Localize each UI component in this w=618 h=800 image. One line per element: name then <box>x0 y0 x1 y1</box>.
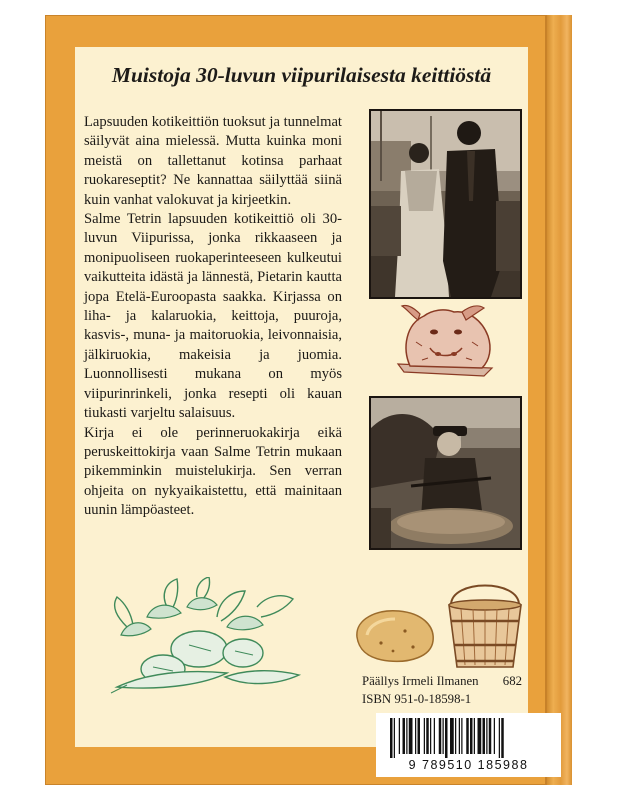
barcode <box>376 713 561 777</box>
blurb-paragraph-3: Kirja ei ole perinneruokakirja eikä peruskeittokirja vaan Salme Tetrin mukaan pikemminkin muistelukirja. Sen verran ohjeita on nykyaikaistettu, että mainitaan uunin lämpöasteet. <box>84 424 342 519</box>
barcode-bars <box>390 718 547 758</box>
boy-photo <box>369 396 522 550</box>
isbn-text: ISBN 951-0-18598-1 <box>362 692 472 706</box>
catalog-code: 682 <box>502 674 522 688</box>
book-back-cover <box>45 15 572 785</box>
potato-illustration <box>351 607 437 665</box>
cover-credits <box>362 672 522 708</box>
book-spine <box>545 15 572 785</box>
bucket-illustration <box>443 575 527 671</box>
blurb-text <box>84 113 342 521</box>
radishes-illustration <box>107 577 307 707</box>
calf-head-illustration <box>392 302 502 382</box>
cover-title: Muistoja 30-luvun viipurilaisesta keittiöstä <box>111 63 492 87</box>
barcode-number: 9 789510 185988 <box>408 758 529 772</box>
blurb-paragraph-2: Salme Tetrin lapsuuden kotikeittiö oli 30-luvun Viipurissa, jonka rikkaaseen ja monipuoliseen ruokaperinteeseen kulkeutui vaikutteita idästä ja lännestä, Pietarin kautta jopa Etelä-Euroopasta saakka. Kirjassa on liha- ja kalaruokia, keittoja, puuroja, kasvis-, muna- ja maitoruokia, leivonnaisia, jälkiruokia, makeisia ja juomia. Luonnollisesti mukana on myös viipurinrinkeli, jonka resepti oli kauan tiukasti varjeltu salaisuus. <box>84 211 342 422</box>
market-photo <box>369 109 522 299</box>
blurb-paragraph-1: Lapsuuden kotikeittiön tuoksut ja tunnelmat säilyvät aina mielessä. Mutta kuinka moni meistä on tallettanut kotinsa parhaat ruokareseptit? Ne kannattaa säilyttää siinä kuin vanhat valokuvat ja kirjeetkin. <box>84 114 342 208</box>
cover-designer-credit: Päällys Irmeli Ilmanen <box>362 674 479 688</box>
cover-panel <box>75 47 528 747</box>
